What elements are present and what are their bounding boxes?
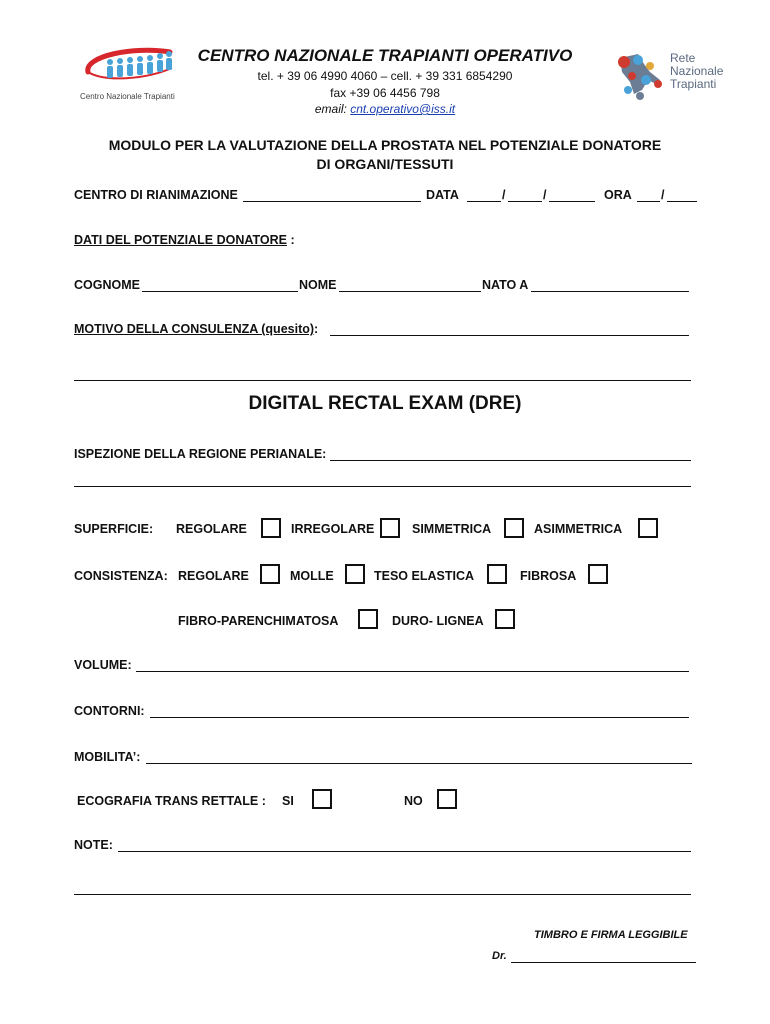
ecografia-si-label: SI bbox=[282, 794, 294, 808]
superficie-option-simmetrica: SIMMETRICA bbox=[412, 522, 492, 536]
volume-heading bbox=[74, 658, 132, 672]
motivo-label: MOTIVO DELLA CONSULENZA (quesito) bbox=[74, 322, 315, 336]
ecografia-no-label: NO bbox=[404, 794, 423, 808]
signature-field[interactable] bbox=[511, 962, 696, 963]
data-label: DATA bbox=[426, 188, 459, 202]
right-logo-line3: Trapianti bbox=[670, 77, 717, 91]
volume-colon: : bbox=[127, 658, 132, 672]
email-link[interactable]: cnt.operativo@iss.it bbox=[350, 102, 456, 116]
volume-label: VOLUME bbox=[74, 658, 128, 672]
data-month-field[interactable] bbox=[508, 201, 542, 202]
superficie-label: SUPERFICIE: bbox=[74, 522, 154, 536]
right-logo-line2: Nazionale bbox=[670, 64, 724, 78]
ora-slash: / bbox=[661, 188, 665, 202]
ispezione-field[interactable] bbox=[330, 460, 691, 461]
mobilita-field[interactable] bbox=[146, 763, 692, 764]
right-logo bbox=[610, 50, 730, 105]
superficie-option-irregolare: IRREGOLARE bbox=[291, 522, 375, 536]
org-title: CENTRO NAZIONALE TRAPIANTI OPERATIVO bbox=[197, 46, 573, 65]
email-prefix: email: bbox=[314, 102, 351, 116]
tel-line: tel. + 39 06 4990 4060 – cell. + 39 331 6854290 bbox=[257, 69, 513, 83]
consistenza-option-duro-lignea: DURO- LIGNEA bbox=[392, 614, 484, 628]
superficie-irregolare-checkbox[interactable] bbox=[380, 518, 400, 538]
nome-label: NOME bbox=[299, 278, 337, 292]
ora-hour-field[interactable] bbox=[637, 201, 660, 202]
motivo-heading bbox=[74, 322, 318, 336]
ispezione-label: ISPEZIONE DELLA REGIONE PERIANALE: bbox=[74, 447, 327, 461]
fax-line: fax +39 06 4456 798 bbox=[330, 86, 440, 100]
ispezione-field-line2[interactable] bbox=[74, 486, 691, 487]
consistenza-option-teso-elastica: TESO ELASTICA bbox=[374, 569, 475, 583]
motivo-field[interactable] bbox=[330, 335, 689, 336]
consistenza-regolare-checkbox[interactable] bbox=[260, 564, 280, 584]
contorni-field[interactable] bbox=[150, 717, 689, 718]
note-field[interactable] bbox=[118, 851, 691, 852]
italy-network-logo-icon bbox=[610, 50, 670, 102]
consistenza-fibrosa-checkbox[interactable] bbox=[588, 564, 608, 584]
dr-label: Dr. bbox=[492, 950, 507, 962]
right-logo-text bbox=[670, 52, 723, 91]
consistenza-option-fibro-parenchimatosa: FIBRO-PARENCHIMATOSA bbox=[178, 614, 339, 628]
consistenza-teso-elastica-checkbox[interactable] bbox=[487, 564, 507, 584]
mobilita-label: MOBILITA’: bbox=[74, 750, 141, 764]
superficie-simmetrica-checkbox[interactable] bbox=[504, 518, 524, 538]
superficie-asimmetrica-checkbox[interactable] bbox=[638, 518, 658, 538]
consistenza-fibro-parenchimatosa-checkbox[interactable] bbox=[358, 609, 378, 629]
cognome-label: COGNOME bbox=[74, 278, 140, 292]
consistenza-label: CONSISTENZA: bbox=[74, 569, 168, 583]
consistenza-option-regolare: REGOLARE bbox=[178, 569, 249, 583]
consistenza-option-fibrosa: FIBROSA bbox=[520, 569, 577, 583]
consistenza-duro-lignea-checkbox[interactable] bbox=[495, 609, 515, 629]
volume-field[interactable] bbox=[136, 671, 689, 672]
nato-label: NATO A bbox=[482, 278, 529, 292]
centro-label: CENTRO DI RIANIMAZIONE bbox=[74, 188, 238, 202]
left-logo-caption: Centro Nazionale Trapianti bbox=[80, 92, 175, 101]
ecografia-label: ECOGRAFIA TRANS RETTALE : bbox=[77, 794, 266, 808]
superficie-option-asimmetrica: ASIMMETRICA bbox=[534, 522, 623, 536]
right-logo-line1: Rete bbox=[670, 51, 696, 65]
data-slash-2: / bbox=[543, 188, 547, 202]
data-slash-1: / bbox=[502, 188, 506, 202]
ecografia-no-checkbox[interactable] bbox=[437, 789, 457, 809]
note-label: NOTE: bbox=[74, 838, 113, 852]
motivo-colon: : bbox=[314, 322, 319, 336]
contorni-label: CONTORNI: bbox=[74, 704, 145, 718]
form-title-line2: DI ORGANI/TESSUTI bbox=[316, 156, 454, 172]
dati-colon: : bbox=[286, 233, 295, 247]
ora-minute-field[interactable] bbox=[667, 201, 697, 202]
superficie-regolare-checkbox[interactable] bbox=[261, 518, 281, 538]
section-title: DIGITAL RECTAL EXAM (DRE) bbox=[248, 393, 522, 414]
ecografia-si-checkbox[interactable] bbox=[312, 789, 332, 809]
data-year-field[interactable] bbox=[549, 201, 595, 202]
nato-field[interactable] bbox=[531, 291, 689, 292]
cognome-field[interactable] bbox=[142, 291, 298, 292]
note-field-line2[interactable] bbox=[74, 894, 691, 895]
form-title-line1: MODULO PER LA VALUTAZIONE DELLA PROSTATA NEL POTENZIALE DONATORE bbox=[108, 137, 662, 153]
superficie-option-regolare: REGOLARE bbox=[176, 522, 247, 536]
consistenza-molle-checkbox[interactable] bbox=[345, 564, 365, 584]
timbro-label: TIMBRO E FIRMA LEGGIBILE bbox=[534, 929, 688, 941]
data-day-field[interactable] bbox=[467, 201, 501, 202]
dati-donatore-label: DATI DEL POTENZIALE DONATORE bbox=[74, 233, 287, 247]
centro-field[interactable] bbox=[243, 201, 421, 202]
dati-donatore-heading bbox=[74, 233, 295, 247]
consistenza-option-molle: MOLLE bbox=[290, 569, 334, 583]
motivo-field-line2[interactable] bbox=[74, 380, 691, 381]
nome-field[interactable] bbox=[339, 291, 481, 292]
ora-label: ORA bbox=[604, 188, 632, 202]
